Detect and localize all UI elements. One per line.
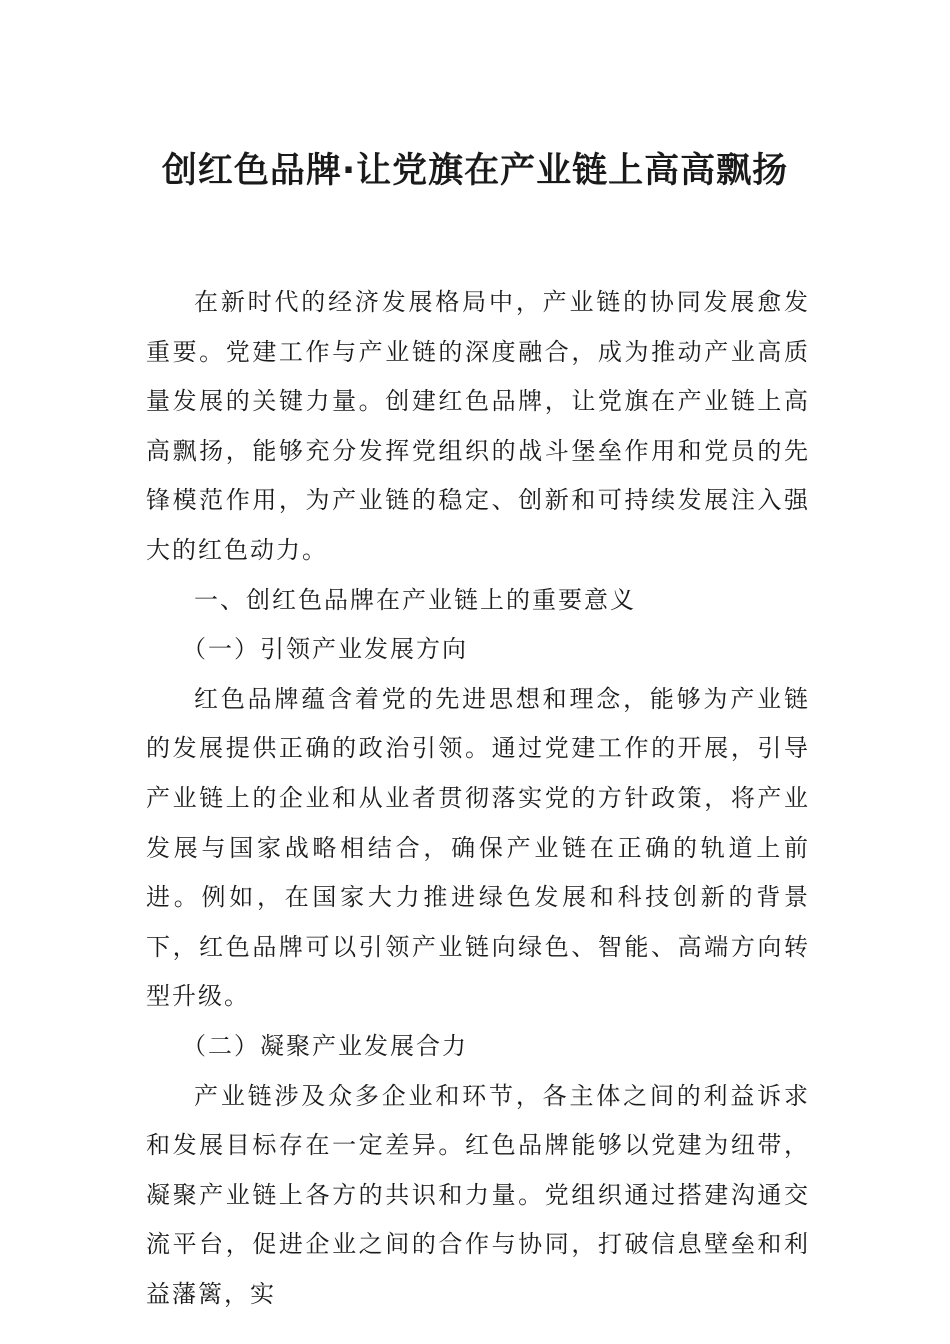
subsection-2-paragraph: 产业链涉及众多企业和环节，各主体之间的利益诉求和发展目标存在一定差异。红色品牌能够以党建为纽带，凝聚产业链上各方的共识和力量。党组织通过搭建沟通交流平台，促进企业之间的合作与协同，打破信息壁垒和利益藩篱，实 bbox=[146, 1081, 810, 1308]
subsection-heading-1: （一）引领产业发展方向 bbox=[182, 635, 468, 664]
document-body bbox=[146, 278, 810, 1319]
intro-paragraph: 在新时代的经济发展格局中，产业链的协同发展愈发重要。党建工作与产业链的深度融合，成为推动产业高质量发展的关键力量。创建红色品牌，让党旗在产业链上高高飘扬，能够充分发挥党组织的战斗堡垒作用和党员的先锋模范作用，为产业链的稳定、创新和可持续发展注入强大的红色动力。 bbox=[146, 288, 810, 564]
subsection-1-paragraph: 红色品牌蕴含着党的先进思想和理念，能够为产业链的发展提供正确的政治引领。通过党建工作的开展，引导产业链上的企业和从业者贯彻落实党的方针政策，将产业发展与国家战略相结合，确保产业链在正确的轨道上前进。例如，在国家大力推进绿色发展和科技创新的背景下，红色品牌可以引领产业链向绿色、智能、高端方向转型升级。 bbox=[146, 684, 810, 1011]
subsection-heading-2: （二）凝聚产业发展合力 bbox=[182, 1031, 468, 1060]
section-heading-1: 一、创红色品牌在产业链上的重要意义 bbox=[194, 585, 636, 614]
document-title: 创红色品牌·让党旗在产业链上高高飘扬 bbox=[161, 151, 789, 191]
